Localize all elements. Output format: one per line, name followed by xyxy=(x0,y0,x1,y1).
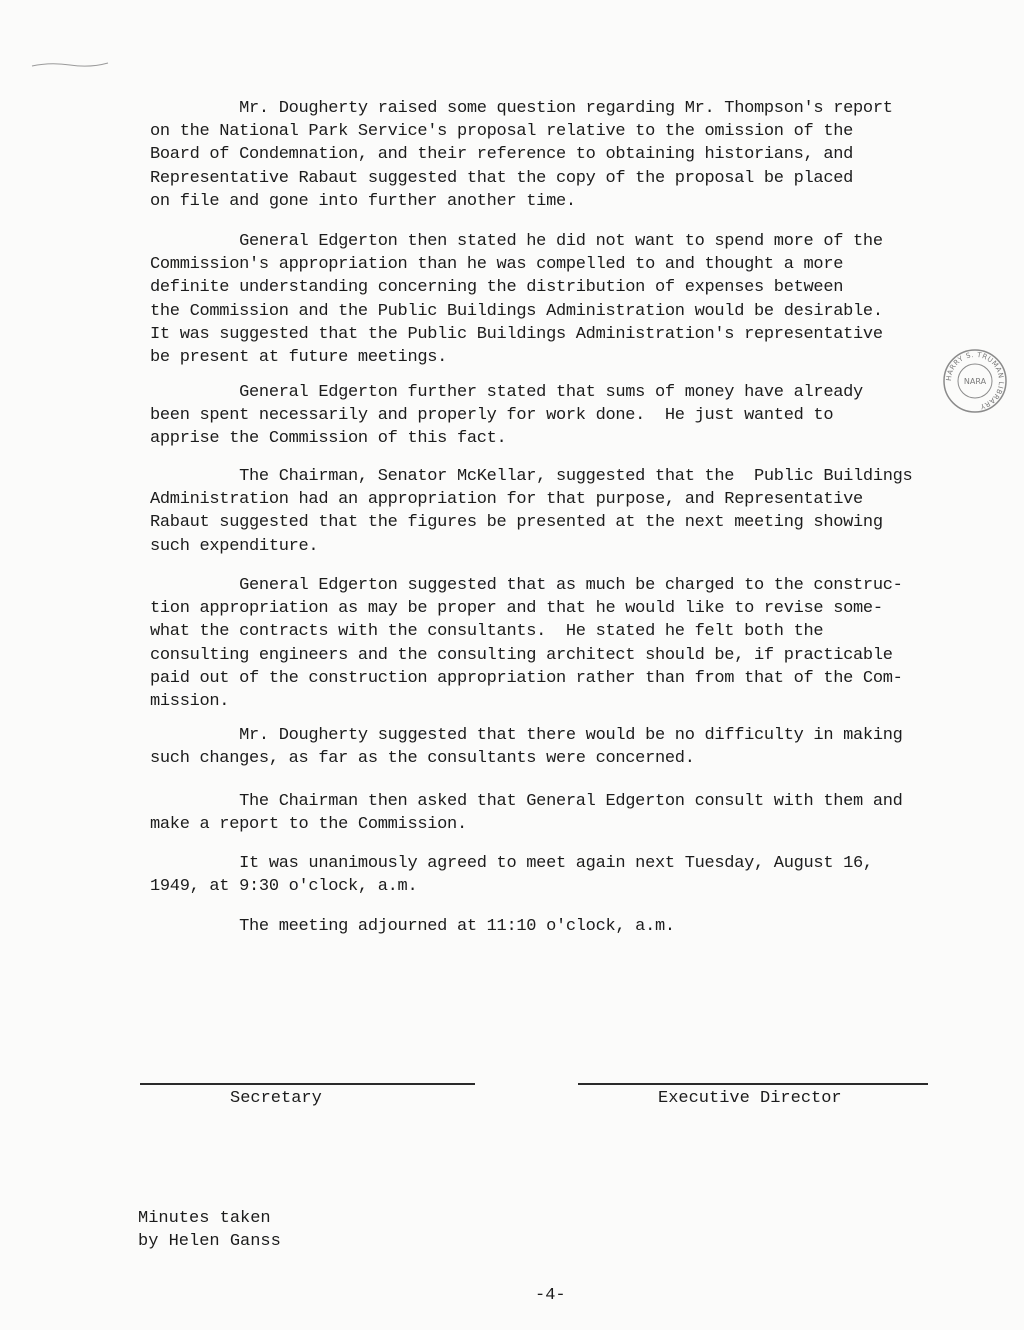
secretary-signature-line xyxy=(140,1083,475,1085)
paragraph-2: General Edgerton then stated he did not want to spend more of the Commission's appropriation than he was compelled to and thought a more definite understanding concerning the distribution of expenses between the Commission and the Public Buildings Administration would be desirable. It was suggested that the Public Buildings Administration's representative be present at future meetings. xyxy=(150,232,883,368)
executive-director-label: Executive Director xyxy=(658,1089,842,1108)
secretary-label: Secretary xyxy=(230,1089,322,1108)
paragraph-3: General Edgerton further stated that sums of money have already been spent necessarily and properly for work done. He just wanted to apprise the Commission of this fact. xyxy=(150,383,863,449)
paragraph-8: It was unanimously agreed to meet again next Tuesday, August 16, 1949, at 9:30 o'clock, a.m. xyxy=(150,854,873,897)
page-number: -4- xyxy=(535,1286,566,1305)
minutes-taken-note: Minutes taken by Helen Ganss xyxy=(138,1209,281,1251)
paragraph-7: The Chairman then asked that General Edgerton consult with them and make a report to the Commission. xyxy=(150,792,903,835)
stamp-center-text: NARA xyxy=(963,377,987,386)
paragraph-5: General Edgerton suggested that as much be charged to the construc- tion appropriation as may be proper and that he would like to revise some- what the contracts with the consultants. He stated he felt both the consulting engineers and the consulting architect should be, if practicable paid out of the construction appropriation rather than from that of the Com- mission. xyxy=(150,576,903,712)
library-stamp-icon xyxy=(942,348,1008,414)
executive-director-signature-line xyxy=(578,1083,928,1085)
paragraph-9: The meeting adjourned at 11:10 o'clock, a.m. xyxy=(150,917,675,936)
paragraph-4: The Chairman, Senator McKellar, suggested that the Public Buildings Administration had an appropriation for that purpose, and Representative Rabaut suggested that the figures be presented at the next meeting showing such expenditure. xyxy=(150,467,913,556)
stamp-text: HARRY S. TRUMAN LIBRARY xyxy=(944,350,1006,411)
paragraph-1: Mr. Dougherty raised some question regarding Mr. Thompson's report on the National Park Service's proposal relative to the omission of the Board of Condemnation, and their reference to obtaining historians, and Representative Rabaut suggested that the copy of the proposal be placed on file and gone into further another time. xyxy=(150,99,893,211)
paragraph-6: Mr. Dougherty suggested that there would be no difficulty in making such changes, as far as the consultants were concerned. xyxy=(150,726,903,769)
pencil-mark xyxy=(30,58,110,72)
